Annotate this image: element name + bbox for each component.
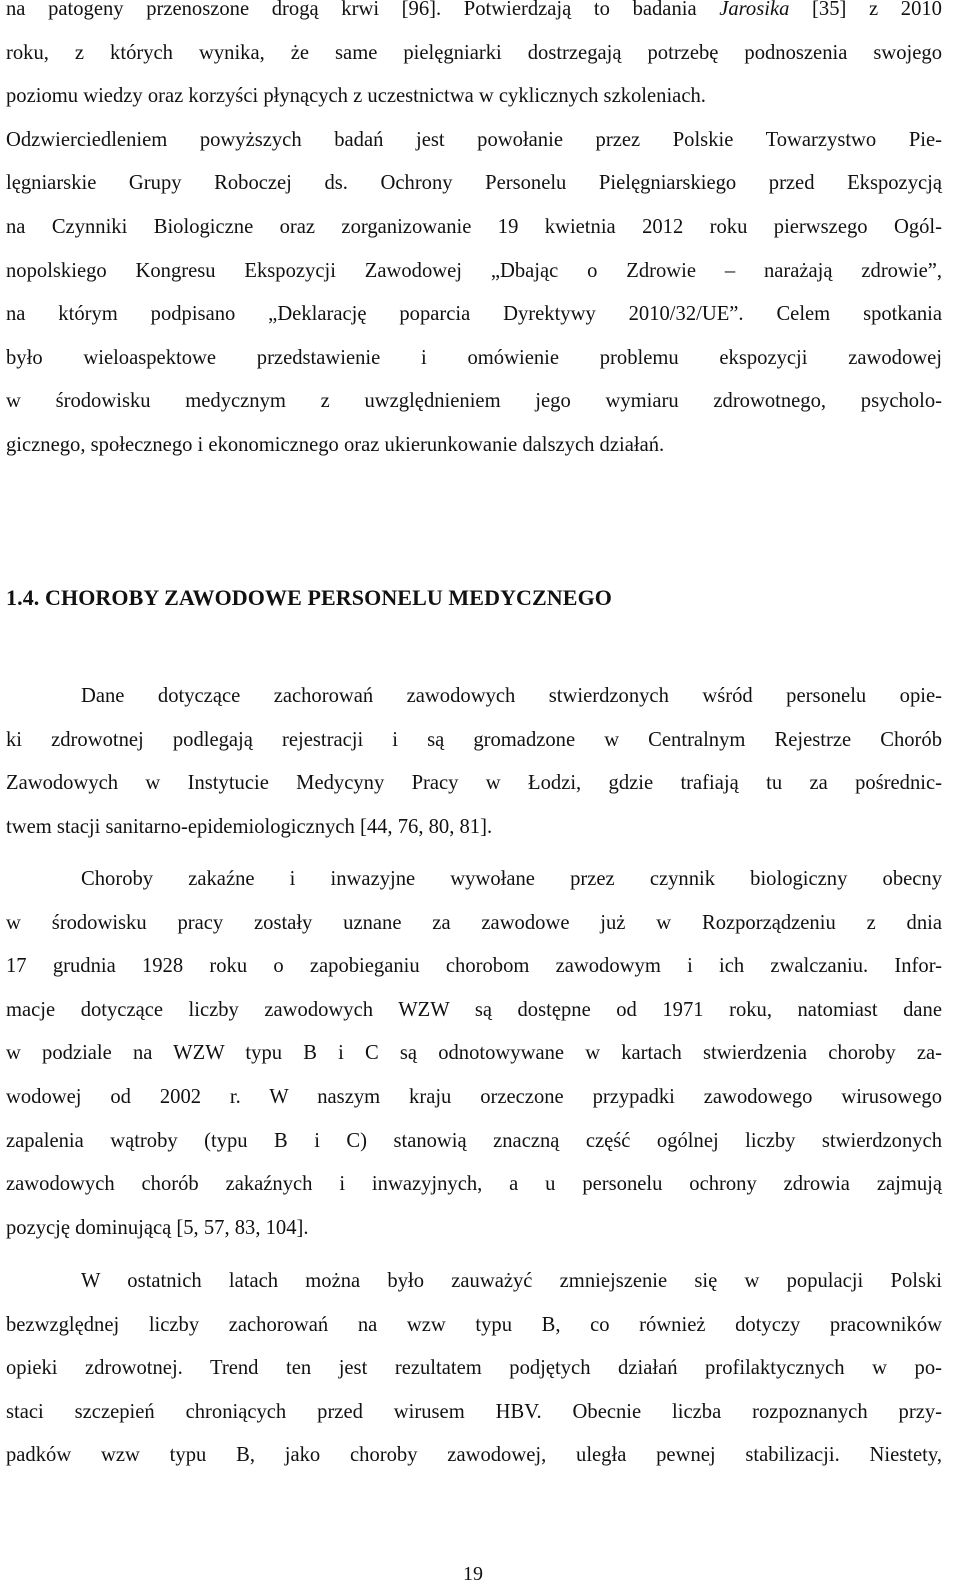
text-line: było wieloaspektowe przedstawienie i omówienie problemu ekspozycji zawodowej [6,346,942,369]
page-number: 19 [463,1563,483,1585]
text-line: w środowisku medycznym z uwzględnieniem jego wymiaru zdrowotnego, psycholo- [6,390,942,413]
text-line: wodowej od 2002 r. W naszym kraju orzeczone przypadki zawodowego wirusowego [6,1085,942,1108]
text-line: macje dotyczące liczby zawodowych WZW są dostępne od 1971 roku, natomiast dane [6,998,942,1021]
text-line: poziomu wiedzy oraz korzyści płynących z uczestnictwa w cyklicznych szkoleniach. [6,85,706,108]
section-heading: 1.4. CHOROBY ZAWODOWE PERSONELU MEDYCZNEGO [6,585,612,610]
paragraph-recent-trends [6,1260,942,1478]
text-line: ki zdrowotnej podlegają rejestracji i są gromadzone w Centralnym Rejestrze Chorób [6,728,942,751]
author-name-italic: Jarosika [719,0,790,20]
text-line: na patogeny przenoszone drogą krwi [96]. Potwierdzają to badania Jarosika [35] z 2010 [6,0,942,20]
text-line: 17 grudnia 1928 roku o zapobieganiu chorobom zawodowym i ich zwalczaniu. Infor- [6,955,942,978]
paragraph-infectious-diseases [6,858,942,1250]
paragraph-occupational-data [6,675,942,849]
text-line: W ostatnich latach można było zauważyć zmniejszenie się w populacji Polski [81,1270,942,1292]
text-line: w podziale na WZW typu B i C są odnotowywane w kartach stwierdzenia choroby za- [6,1042,942,1065]
text-line: Zawodowych w Instytucie Medycyny Pracy w Łodzi, gdzie trafiają tu za pośrednic- [6,772,942,795]
text-line: w środowisku pracy zostały uznane za zawodowe już w Rozporządzeniu z dnia [6,911,942,934]
text-line: zapalenia wątroby (typu B i C) stanowią znaczną część ogólnej liczby stwierdzonych [6,1129,942,1152]
text-line: staci szczepień chroniących przed wirusem HBV. Obecnie liczba rozpoznanych przy- [6,1400,942,1423]
text-line: Choroby zakaźne i inwazyjne wywołane przez czynnik biologiczny obecny [81,868,942,890]
paragraph-continuation [6,0,942,468]
text-line: zawodowych chorób zakaźnych i inwazyjnych, a u personelu ochrony zdrowia zajmują [6,1173,942,1196]
text-line: padków wzw typu B, jako choroby zawodowej, uległa pewnej stabilizacji. Niestety, [6,1444,942,1467]
text-line: na którym podpisano „Deklarację poparcia Dyrektywy 2010/32/UE”. Celem spotkania [6,303,942,326]
text-line: twem stacji sanitarno-epidemiologicznych [44, 76, 80, 81]. [6,815,493,838]
text-line: na Czynniki Biologiczne oraz zorganizowanie 19 kwietnia 2012 roku pierwszego Ogól- [6,215,942,238]
text-line: bezwzględnej liczby zachorowań na wzw typu B, co również dotyczy pracowników [6,1313,942,1336]
text-line: opieki zdrowotnej. Trend ten jest rezultatem podjętych działań profilaktycznych w po- [6,1357,942,1380]
text-line: pozycję dominującą [5, 57, 83, 104]. [6,1216,309,1239]
text-line: lęgniarskie Grupy Roboczej ds. Ochrony Personelu Pielęgniarskiego przed Ekspozycją [6,172,942,195]
text-line: gicznego, społecznego i ekonomicznego oraz ukierunkowanie dalszych działań. [6,433,665,456]
text-line: nopolskiego Kongresu Ekspozycji Zawodowej „Dbając o Zdrowie – narażają zdrowie”, [6,259,942,282]
text-line: Odzwierciedleniem powyższych badań jest powołanie przez Polskie Towarzystwo Pie- [6,128,942,151]
text-line: roku, z których wynika, że same pielęgniarki dostrzegają potrzebę podnoszenia swojego [6,41,942,64]
text-line: Dane dotyczące zachorowań zawodowych stwierdzonych wśród personelu opie- [81,685,942,707]
